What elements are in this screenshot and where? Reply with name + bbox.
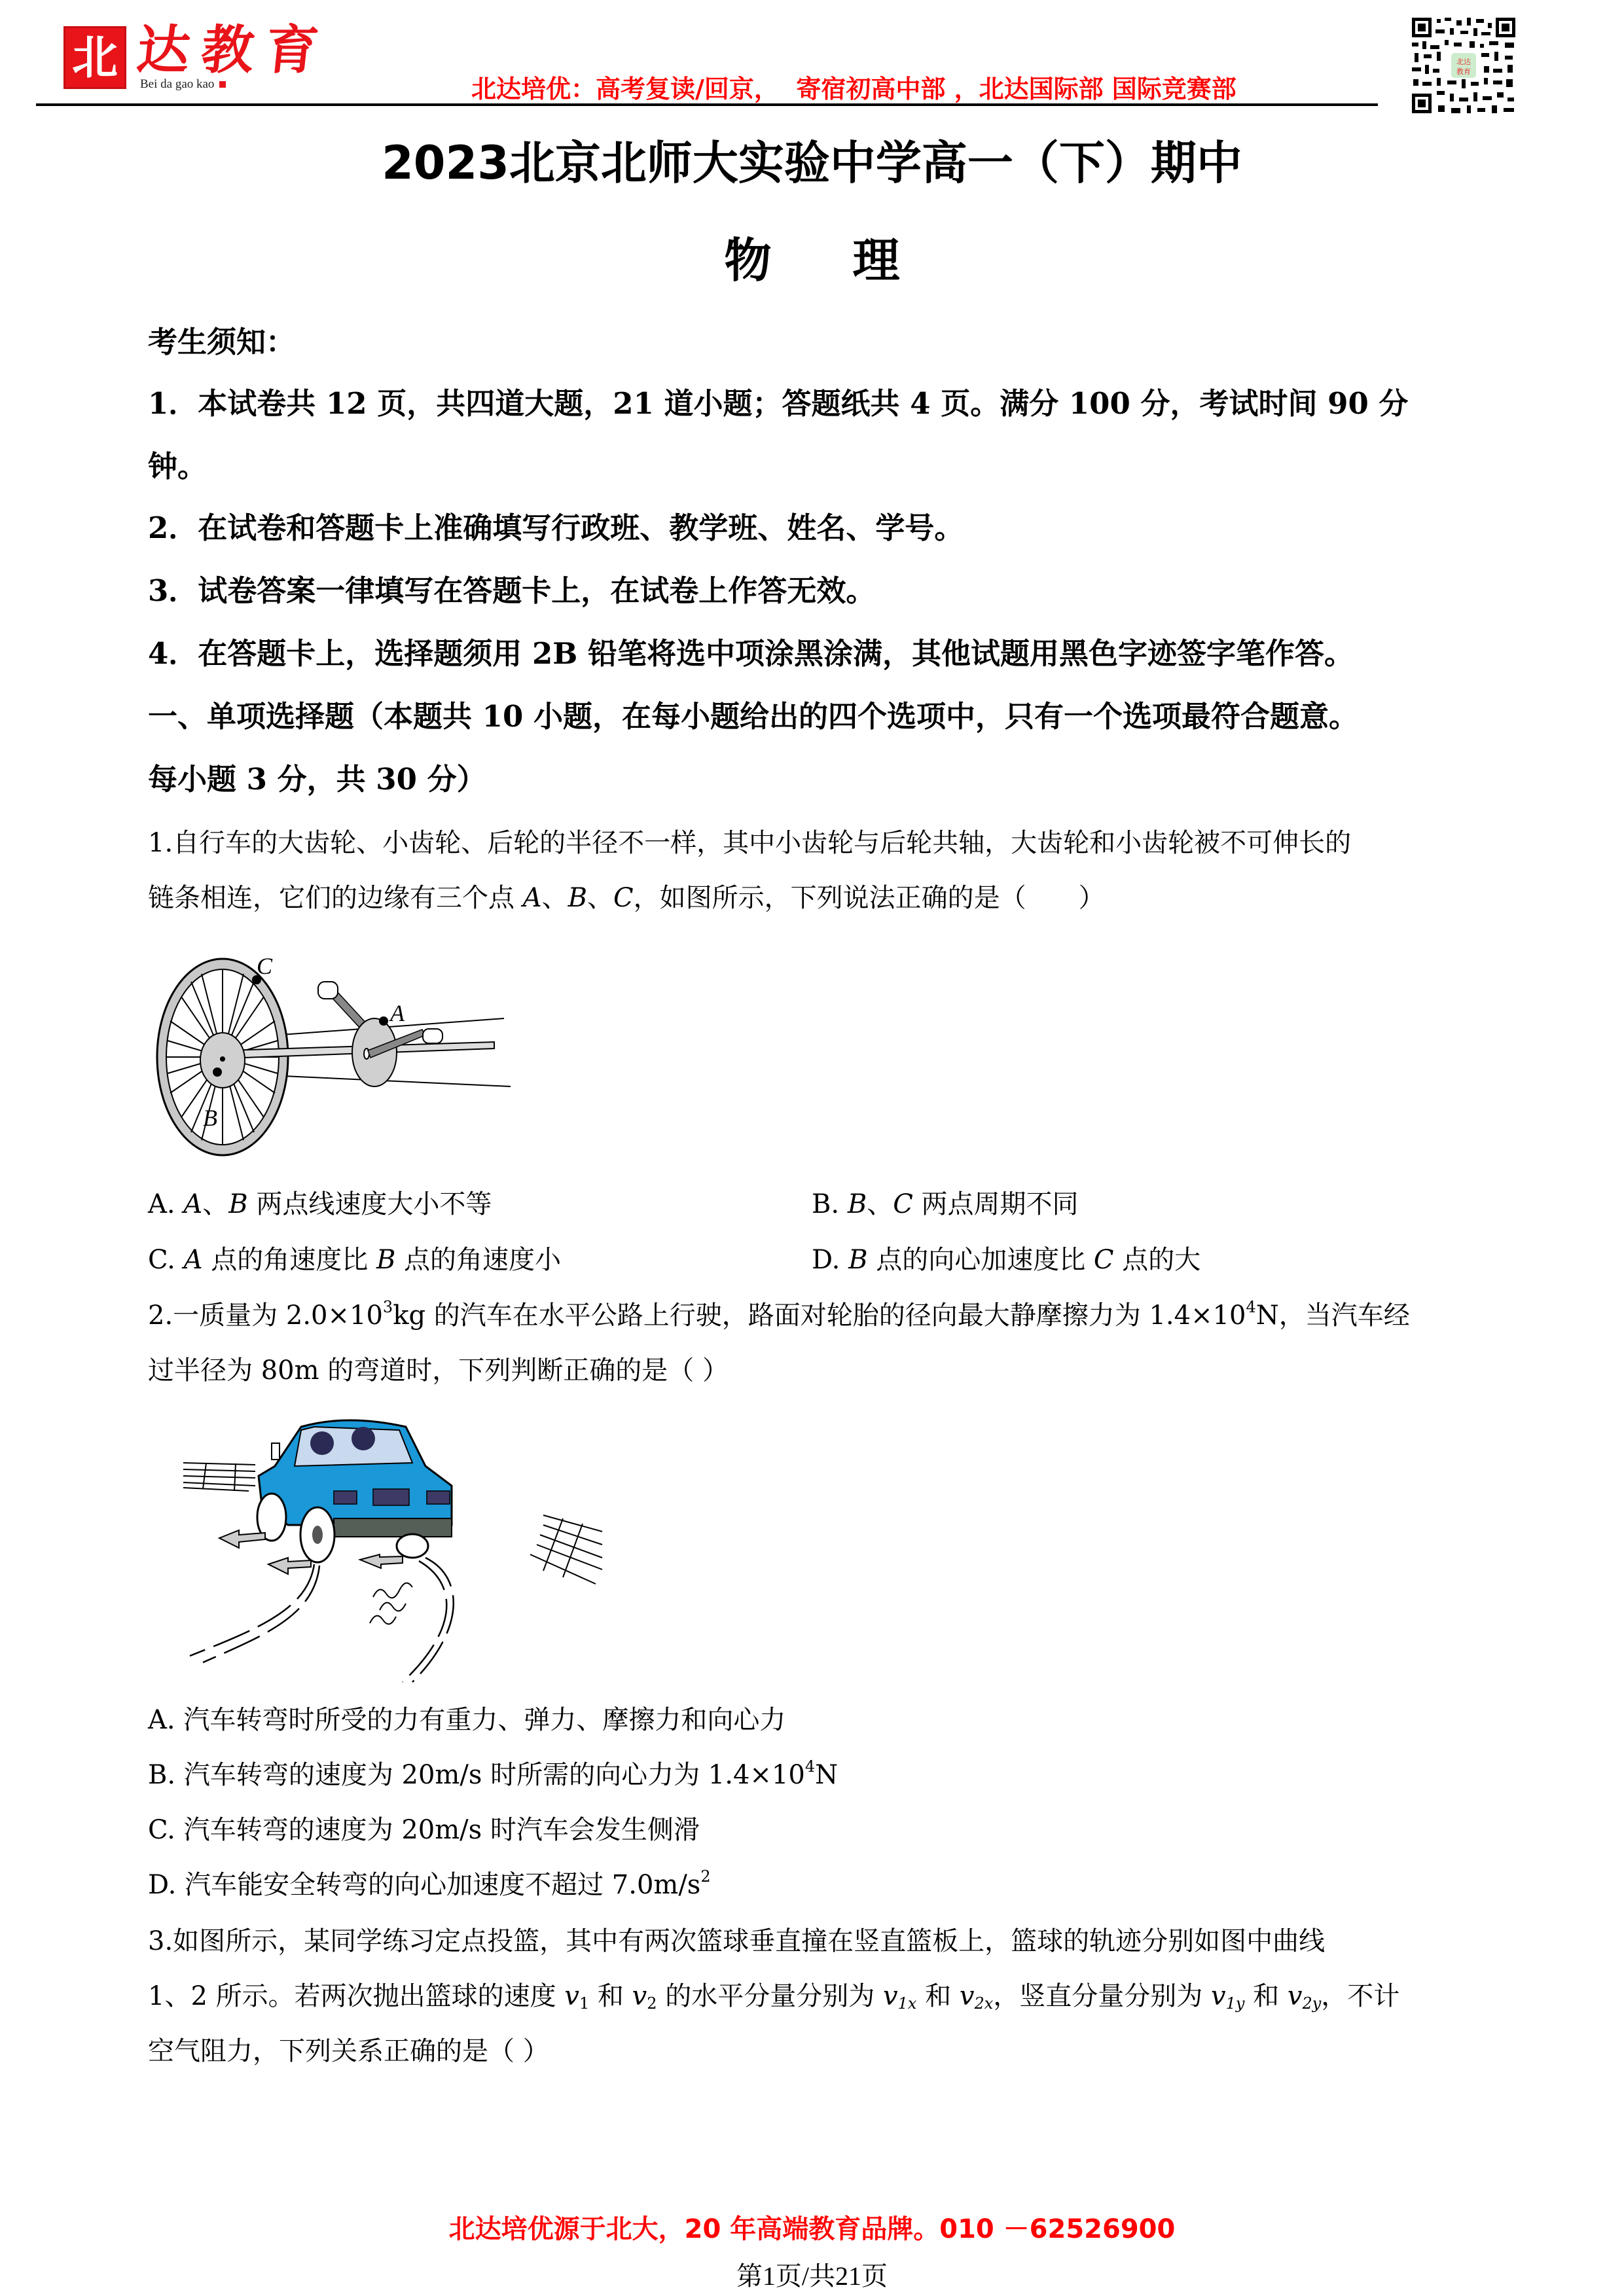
point-a-marker (379, 1016, 388, 1026)
option-1c: C. A 点的角速度比 B 点的角速度小 (148, 1245, 562, 1275)
point-b-marker (213, 1067, 222, 1077)
option-2d: D. 汽车能安全转弯的向心加速度不超过 $7.0m/s^2$ (148, 1867, 711, 1900)
label-c: C (257, 953, 273, 979)
option-1a: A. A、B 两点线速度大小不等 (148, 1189, 492, 1219)
header-divider (36, 103, 1378, 106)
question-3-stem-cont: 1、2 所示。若两次抛出篮球的速度 $v_1$ 和 $v_2$ 的水平分量分别为 $v_{1x}$ 和 $v_{2x}$，竖直分量分别为 $v_{1y}$ 和 $v_{2y}$，不计 (148, 1981, 1400, 2013)
question-2-stem: 2.一质量为 $2.0\times 10^3kg$ 的汽车在水平公路上行驶，路面对轮胎的径向最大静摩擦力为 $1.4\times 10^4N$，当汽车经 (148, 1298, 1410, 1331)
car-turning-illustration (177, 1401, 635, 1689)
option-2c: C. 汽车转弯的速度为 20m/s 时汽车会发生侧滑 (148, 1815, 700, 1845)
logo-pinyin: Bei da gao kao (140, 77, 226, 92)
label-a: A (390, 1000, 405, 1026)
instruction-item: 钟。 (148, 449, 208, 484)
logo-mark: 北 (63, 26, 126, 89)
instruction-item: 2．在试卷和答题卡上准确填写行政班、教学班、姓名、学号。 (148, 511, 964, 545)
instruction-item: 4．在答题卡上，选择题须用 2B 铅笔将选中项涂黑涂满，其他试题用黑色字迹签字笔作答。 (148, 636, 1354, 671)
section-heading: 一、单项选择题（本题共 10 小题，在每小题给出的四个选项中，只有一个选项最符合题意。 (148, 699, 1358, 734)
logo-square-icon (219, 81, 226, 88)
question-3-stem-cont2: 空气阻力，下列关系正确的是（ ） (148, 2036, 549, 2066)
instruction-item: 3．试卷答案一律填写在答题卡上，在试卷上作答无效。 (148, 573, 876, 608)
instructions-heading: 考生须知： (148, 325, 296, 359)
option-2b: B. 汽车转弯的速度为 20m/s 时所需的向心力为 $1.4\times 10^4N$ (148, 1757, 839, 1790)
label-b: B (203, 1105, 217, 1131)
question-2-stem-cont: 过半径为 80m 的弯道时，下列判断正确的是（ ） (148, 1355, 729, 1386)
instruction-item: 1．本试卷共 12 页，共四道大题，21 道小题；答题纸共 4 页。满分 100 分，考试时间 90 分 (148, 386, 1409, 421)
section-heading-cont: 每小题 3 分，共 30 分） (148, 762, 486, 797)
question-3-stem: 3.如图所示，某同学练习定点投篮，其中有两次篮球垂直撞在竖直篮板上，篮球的轨迹分别如图中曲线 (148, 1926, 1326, 1956)
document-title: 2023北京北师大实验中学高一（下）期中 (382, 136, 1242, 190)
option-2a: A. 汽车转弯时所受的力有重力、弹力、摩擦力和向心力 (148, 1705, 786, 1735)
option-1d: D. B 点的向心加速度比 C 点的大 (812, 1245, 1201, 1275)
svg-text:北达: 北达 (1456, 58, 1471, 66)
option-1b: B. B、C 两点周期不同 (812, 1189, 1079, 1219)
logo-text: 达教育 (134, 19, 333, 81)
question-1-stem: 1.自行车的大齿轮、小齿轮、后轮的半径不一样，其中小齿轮与后轮共轴，大齿轮和小齿轮被不可伸长的 (148, 828, 1352, 858)
question-1-stem-cont: 链条相连，它们的边缘有三个点 A、B、C，如图所示，下列说法正确的是（ ） (148, 883, 1105, 913)
svg-text:教育: 教育 (1456, 67, 1471, 76)
bicycle-gear-diagram (144, 929, 602, 1165)
footer-slogan: 北达培优源于北大，20 年高端教育品牌。010 －62526900 (448, 2214, 1176, 2244)
qr-code-icon[interactable] (1411, 16, 1517, 115)
header-slogan: 北达培优：高考复读/回京， 寄宿初高中部 ，北达国际部 国际竞赛部 (471, 75, 1236, 103)
page-indicator: 第1页/共21页 (736, 2261, 888, 2291)
subject-title: 物 理 (724, 233, 900, 288)
